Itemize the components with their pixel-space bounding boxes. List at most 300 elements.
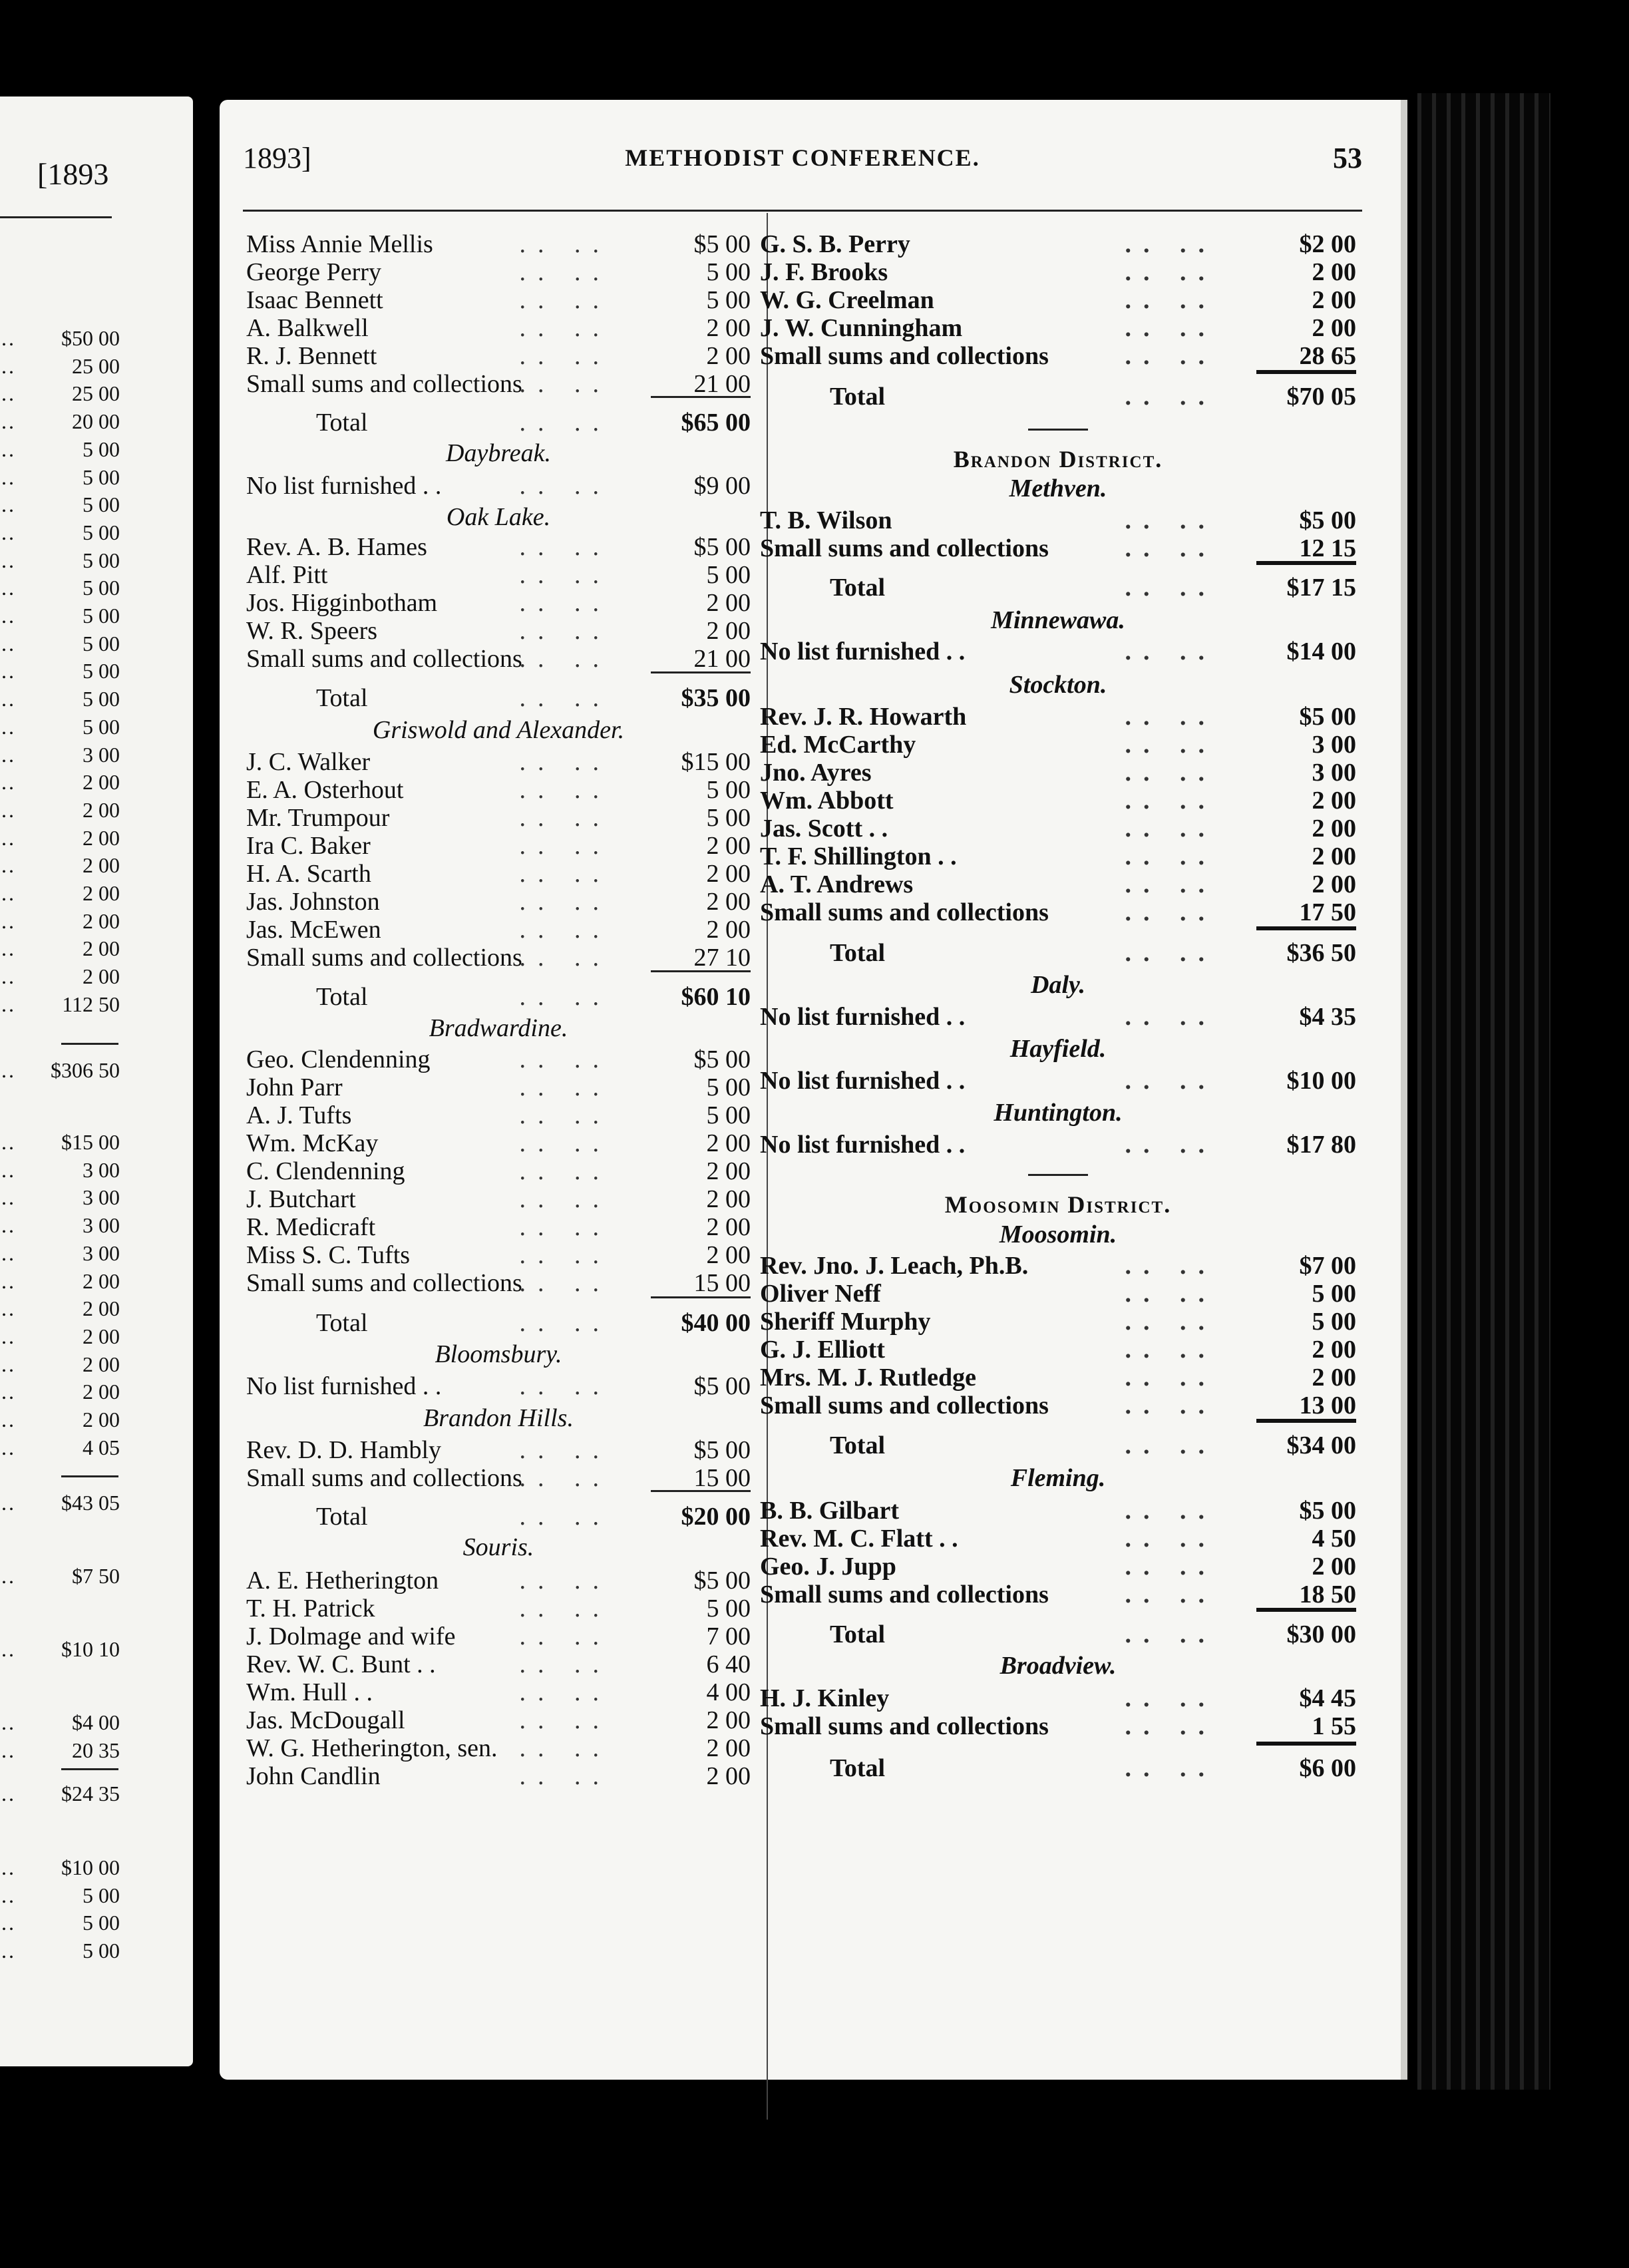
entry-row — [760, 637, 1356, 666]
donor-name: No list furnished . . — [760, 1067, 966, 1095]
entry-row — [246, 369, 751, 399]
amount: $306 50 — [51, 1058, 120, 1082]
facing-page-row — [0, 437, 120, 465]
amount: $7 00 — [1299, 1252, 1356, 1280]
amount: $15 00 — [61, 1130, 120, 1154]
leader-dots: .. — [1, 1352, 16, 1376]
entry-row — [760, 1251, 1356, 1280]
donor-name: Jas. Johnston — [246, 888, 380, 916]
amount: 25 00 — [72, 353, 120, 378]
amount: 2 00 — [706, 1185, 751, 1213]
entry-row — [760, 786, 1356, 815]
leader-dots: .. — [1, 1130, 16, 1154]
leader-dots: .. — [1, 520, 16, 544]
donor-name: Ira C. Baker — [246, 832, 371, 860]
leader-dots: .. .. — [1125, 1620, 1216, 1648]
amount: 2 00 — [83, 936, 120, 961]
entry-row — [246, 943, 751, 972]
amount: $40 00 — [681, 1309, 751, 1337]
leader-dots: .. — [1, 1380, 16, 1404]
section-heading: Daly. — [1031, 971, 1085, 999]
facing-page-row — [0, 632, 120, 660]
leader-dots: .. .. — [1125, 1067, 1216, 1095]
amount: 5 00 — [83, 520, 120, 544]
entry-row — [246, 1706, 751, 1735]
amount: 2 00 — [706, 1241, 751, 1269]
entry-row — [246, 471, 751, 500]
amount: $65 00 — [681, 409, 751, 437]
section-heading: Bradwardine. — [429, 1014, 568, 1042]
facing-page-row — [0, 1782, 120, 1809]
amount: 5 00 — [83, 548, 120, 572]
leader-dots: .. .. — [519, 748, 611, 776]
total-label: Total — [316, 1503, 368, 1531]
amount: 2 00 — [706, 1213, 751, 1241]
total-label: Total — [830, 1620, 886, 1648]
total-row — [246, 1502, 751, 1531]
amount: $70 05 — [1286, 383, 1356, 411]
sum-rule — [1256, 1419, 1356, 1423]
donor-name: John Parr — [246, 1073, 343, 1101]
entry-row — [246, 859, 751, 888]
district-heading: Moosomin District. — [944, 1191, 1172, 1218]
amount: 2 00 — [1312, 787, 1356, 815]
amount: 2 00 — [1312, 1364, 1356, 1392]
amount: 5 00 — [1312, 1280, 1356, 1308]
amount: 5 00 — [706, 1101, 751, 1129]
donor-name: Small sums and collections — [760, 898, 1049, 926]
leader-dots: .. .. — [519, 314, 611, 342]
donor-name: Small sums and collections — [246, 370, 522, 398]
leader-dots: .. — [1, 881, 16, 905]
entry-row — [246, 747, 751, 777]
entry-row — [246, 1566, 751, 1595]
leader-dots: .. .. — [519, 370, 611, 398]
donor-name: Rev. A. B. Hames — [246, 533, 427, 561]
leader-dots: .. .. — [1125, 230, 1216, 258]
amount: 4 05 — [83, 1435, 120, 1459]
amount: $34 00 — [1286, 1431, 1356, 1459]
entry-row — [246, 230, 751, 259]
leader-dots: .. .. — [519, 1734, 611, 1762]
amount: $5 00 — [693, 1372, 751, 1400]
leader-dots: .. — [1, 1564, 16, 1588]
amount: $4 45 — [1299, 1684, 1356, 1712]
leader-dots: .. — [1, 770, 16, 795]
amount: $7 50 — [72, 1564, 120, 1588]
leader-dots: .. — [1, 1408, 16, 1431]
entry-row — [760, 814, 1356, 843]
leader-dots: .. — [1, 1782, 16, 1805]
donor-name: No list furnished . . — [760, 1003, 966, 1031]
district-separator — [1028, 429, 1088, 431]
donor-name: Small sums and collections — [246, 944, 522, 972]
leader-dots: .. — [1, 381, 16, 406]
leader-dots: .. .. — [1125, 1131, 1216, 1159]
entry-row — [246, 1372, 751, 1401]
entry-row — [760, 1580, 1356, 1609]
donor-name: Ed. McCarthy — [760, 731, 916, 759]
leader-dots: .. .. — [519, 342, 611, 370]
sum-rule — [651, 671, 751, 673]
facing-page-row — [0, 381, 120, 409]
entry-row — [246, 532, 751, 562]
amount: 5 00 — [83, 659, 120, 683]
total-label: Total — [830, 574, 886, 602]
amount: 5 00 — [83, 1939, 120, 1963]
facing-page-row — [0, 520, 120, 548]
total-label: Total — [316, 409, 368, 437]
entry-row — [760, 534, 1356, 563]
facing-page-row — [0, 964, 120, 992]
leader-dots: .. — [1, 548, 16, 572]
leader-dots: .. — [1, 604, 16, 628]
donor-name: J. C. Walker — [246, 748, 371, 776]
leader-dots: .. .. — [519, 617, 611, 645]
donor-name: R. Medicraft — [246, 1213, 376, 1241]
leader-dots: .. .. — [1125, 1280, 1216, 1308]
leader-dots: .. — [1, 1637, 16, 1661]
amount: 21 00 — [693, 370, 751, 398]
amount: 15 00 — [693, 1269, 751, 1297]
total-row — [760, 382, 1356, 411]
donor-name: Jas. Scott . . — [760, 815, 888, 843]
section-heading: Hayfield. — [1009, 1035, 1107, 1063]
leader-dots: .. .. — [1125, 1525, 1216, 1553]
section-heading: Broadview. — [999, 1652, 1117, 1680]
leader-dots: .. .. — [519, 860, 611, 888]
leader-dots: .. .. — [1125, 1553, 1216, 1581]
facing-page-row — [0, 1710, 120, 1738]
page-title: METHODIST CONFERENCE. — [625, 144, 980, 171]
leader-dots: .. — [1, 853, 16, 878]
leader-dots: .. .. — [1125, 534, 1216, 562]
facing-page-row — [0, 1296, 120, 1324]
leader-dots: .. .. — [1125, 1684, 1216, 1712]
amount: 2 00 — [83, 908, 120, 933]
leader-dots: .. — [1, 1058, 16, 1082]
entry-row — [760, 730, 1356, 759]
leader-dots: .. — [1, 1855, 16, 1879]
section-heading: Minnewawa. — [991, 606, 1125, 634]
total-row — [760, 1754, 1356, 1783]
leader-dots: .. .. — [1125, 1431, 1216, 1459]
amount: 2 00 — [1312, 314, 1356, 342]
amount: 2 00 — [706, 1129, 751, 1157]
donor-name: Rev. J. R. Howarth — [760, 703, 967, 731]
facing-page-row — [0, 826, 120, 854]
leader-dots: .. .. — [1125, 383, 1216, 411]
total-row — [246, 1308, 751, 1338]
donor-name: Wm. McKay — [246, 1129, 379, 1157]
section-heading: Brandon Hills. — [423, 1404, 574, 1432]
leader-dots: .. .. — [1125, 314, 1216, 342]
entry-row — [246, 313, 751, 343]
leader-dots: .. — [1, 437, 16, 461]
amount: 3 00 — [1312, 759, 1356, 787]
donor-name: Small sums and collections — [760, 1581, 1049, 1608]
entry-row — [760, 506, 1356, 535]
donor-name: Small sums and collections — [760, 534, 1049, 562]
leader-dots: .. .. — [1125, 898, 1216, 926]
donor-name: G. S. B. Perry — [760, 230, 910, 258]
donor-name: T. H. Patrick — [246, 1595, 375, 1622]
leader-dots: .. .. — [1125, 506, 1216, 534]
sum-rule — [651, 396, 751, 398]
facing-page-row — [0, 1380, 120, 1408]
entry-row — [246, 831, 751, 860]
entry-row — [760, 1391, 1356, 1420]
amount: $4 00 — [72, 1710, 120, 1734]
leader-dots: .. .. — [519, 1372, 611, 1400]
entry-row — [246, 1435, 751, 1465]
amount: 2 00 — [706, 1734, 751, 1762]
leader-dots: .. .. — [519, 1464, 611, 1492]
leader-dots: .. — [1, 326, 16, 350]
leader-dots: .. .. — [1125, 1364, 1216, 1392]
leader-dots: .. .. — [519, 888, 611, 916]
entry-row — [760, 1524, 1356, 1553]
donor-name: Sheriff Murphy — [760, 1308, 931, 1336]
amount: $9 00 — [693, 472, 751, 500]
entry-row — [760, 1130, 1356, 1159]
donor-name: B. B. Gilbart — [760, 1497, 900, 1525]
facing-page-row — [0, 354, 120, 382]
amount: 5 00 — [83, 687, 120, 711]
amount: 3 00 — [83, 742, 120, 767]
donor-name: Wm. Hull . . — [246, 1678, 373, 1706]
entry-row — [760, 1552, 1356, 1581]
amount: 2 00 — [706, 888, 751, 916]
amount: $35 00 — [681, 684, 751, 712]
amount: 2 00 — [83, 825, 120, 850]
amount: 2 00 — [1312, 870, 1356, 898]
amount: 1 55 — [1312, 1712, 1356, 1740]
sum-rule — [1256, 561, 1356, 565]
entry-row — [760, 1066, 1356, 1095]
entry-row — [760, 1496, 1356, 1525]
entry-row — [246, 803, 751, 833]
facing-page-row — [0, 409, 120, 437]
amount: 2 00 — [706, 342, 751, 370]
leader-dots: .. .. — [519, 684, 611, 712]
donor-name: W. R. Speers — [246, 617, 378, 645]
amount: 2 00 — [706, 314, 751, 342]
amount: 4 50 — [1312, 1525, 1356, 1553]
entry-row — [760, 1363, 1356, 1392]
leader-dots: .. .. — [1125, 870, 1216, 898]
donor-name: C. Clendenning — [246, 1157, 405, 1185]
amount: 2 00 — [1312, 258, 1356, 286]
leader-dots: .. — [1, 1710, 16, 1734]
entry-row — [760, 258, 1356, 287]
amount: 5 00 — [706, 1073, 751, 1101]
section-heading: Daybreak. — [446, 439, 551, 467]
amount: 5 00 — [706, 804, 751, 832]
sum-rule — [1256, 1742, 1356, 1746]
leader-dots: .. — [1, 659, 16, 683]
entry-row — [246, 1045, 751, 1074]
amount: 15 00 — [693, 1464, 751, 1492]
total-row — [760, 573, 1356, 602]
total-row — [246, 408, 751, 437]
donor-name: T. B. Wilson — [760, 506, 892, 534]
amount: 18 50 — [1299, 1581, 1356, 1608]
leader-dots: .. .. — [519, 1503, 611, 1531]
amount: $5 00 — [1299, 506, 1356, 534]
donor-name: A. T. Andrews — [760, 870, 914, 898]
amount: 21 00 — [693, 645, 751, 673]
amount: 2 00 — [83, 1296, 120, 1321]
facing-page-row — [0, 576, 120, 604]
amount: $6 00 — [1299, 1754, 1356, 1782]
leader-dots: .. .. — [1125, 1003, 1216, 1031]
leader-dots: .. .. — [519, 472, 611, 500]
facing-page-row — [0, 1738, 120, 1766]
amount: $17 15 — [1286, 574, 1356, 602]
entry-row — [246, 915, 751, 944]
leader-dots: .. .. — [519, 1678, 611, 1706]
entry-row — [760, 702, 1356, 731]
facing-page-row — [0, 1241, 120, 1269]
entry-row — [246, 1594, 751, 1623]
amount: $36 50 — [1286, 939, 1356, 967]
leader-dots: .. — [1, 908, 16, 933]
leader-dots: .. .. — [519, 645, 611, 673]
entry-row — [246, 258, 751, 287]
leader-dots: .. — [1, 1939, 16, 1963]
amount: 2 00 — [706, 617, 751, 645]
facing-page-row — [0, 659, 120, 687]
donor-name: Rev. Jno. J. Leach, Ph.B. — [760, 1252, 1029, 1280]
amount: 5 00 — [706, 1595, 751, 1622]
amount: 2 00 — [1312, 843, 1356, 870]
amount: $4 35 — [1299, 1003, 1356, 1031]
amount: 5 00 — [83, 604, 120, 628]
header-rule — [243, 210, 1362, 212]
facing-page-row — [0, 992, 120, 1020]
donor-name: J. Butchart — [246, 1185, 356, 1213]
entry-row — [760, 313, 1356, 343]
entry-row — [246, 1240, 751, 1270]
amount: 2 00 — [706, 1157, 751, 1185]
facing-page-row — [0, 770, 120, 798]
leader-dots: .. — [1, 714, 16, 739]
amount: 4 00 — [706, 1678, 751, 1706]
facing-page-row — [0, 1491, 120, 1519]
section-heading: Fleming. — [1010, 1464, 1106, 1492]
total-label: Total — [830, 383, 886, 411]
amount: 3 00 — [83, 1185, 120, 1210]
leader-dots: .. — [1, 1435, 16, 1459]
section-heading: Moosomin. — [999, 1221, 1117, 1248]
amount: 2 00 — [706, 860, 751, 888]
amount: 20 00 — [72, 409, 120, 434]
leader-dots: .. .. — [519, 561, 611, 589]
donor-name: Oliver Neff — [760, 1280, 881, 1308]
leader-dots: .. .. — [519, 1309, 611, 1337]
facing-page-row — [0, 1058, 120, 1086]
leader-dots: .. .. — [519, 983, 611, 1011]
donor-name: Miss Annie Mellis — [246, 230, 433, 258]
entry-row — [760, 1002, 1356, 1032]
leader-dots: .. .. — [1125, 1581, 1216, 1608]
facing-page-row — [0, 798, 120, 826]
binding-edge — [1417, 93, 1550, 2090]
entry-row — [760, 898, 1356, 927]
entry-row — [760, 758, 1356, 787]
facing-page-rule — [0, 216, 112, 218]
amount: 2 00 — [1312, 815, 1356, 843]
donor-name: Jos. Higginbotham — [246, 589, 438, 617]
amount: 5 00 — [83, 1883, 120, 1907]
leader-dots: .. .. — [1125, 939, 1216, 967]
amount: 2 00 — [83, 1408, 120, 1431]
leader-dots: .. .. — [1125, 759, 1216, 787]
facing-page-row — [0, 1130, 120, 1158]
leader-dots: .. .. — [519, 1436, 611, 1464]
facing-page-row — [0, 326, 120, 354]
facing-page-row — [0, 1324, 120, 1352]
sum-rule — [61, 1475, 118, 1477]
amount: $17 80 — [1286, 1131, 1356, 1159]
donor-name: Jas. McEwen — [246, 916, 381, 944]
facing-page-row — [0, 1855, 120, 1883]
amount: $10 10 — [61, 1637, 120, 1661]
amount: 112 50 — [62, 992, 120, 1016]
total-row — [246, 982, 751, 1012]
donor-name: Mrs. M. J. Rutledge — [760, 1364, 977, 1392]
facing-page-row — [0, 881, 120, 909]
facing-page-row — [0, 909, 120, 937]
facing-page-row — [0, 492, 120, 520]
donor-name: Mr. Trumpour — [246, 804, 390, 832]
donor-name: No list furnished . . — [246, 472, 442, 500]
leader-dots: .. .. — [519, 1706, 611, 1734]
leader-dots: .. .. — [1125, 1712, 1216, 1740]
total-row — [760, 1431, 1356, 1460]
leader-dots: .. .. — [1125, 815, 1216, 843]
leader-dots: .. .. — [519, 804, 611, 832]
total-label: Total — [830, 1431, 886, 1459]
amount: 12 15 — [1299, 534, 1356, 562]
facing-page-row — [0, 1352, 120, 1380]
amount: 27 10 — [693, 944, 751, 972]
leader-dots: .. .. — [1125, 1308, 1216, 1336]
donor-name: No list furnished . . — [760, 1131, 966, 1159]
total-label: Total — [830, 939, 886, 967]
leader-dots: .. — [1, 1324, 16, 1348]
amount: 2 00 — [83, 881, 120, 905]
section-heading: Souris. — [462, 1533, 534, 1561]
amount: 2 00 — [83, 1268, 120, 1293]
leader-dots: .. .. — [1125, 342, 1216, 370]
leader-dots: .. .. — [519, 832, 611, 860]
section-heading: Huntington. — [994, 1099, 1123, 1127]
leader-dots: .. .. — [1125, 1336, 1216, 1364]
leader-dots: .. — [1, 465, 16, 489]
entry-row — [246, 341, 751, 371]
entry-row — [760, 1712, 1356, 1741]
donor-name: Jas. McDougall — [246, 1706, 405, 1734]
leader-dots: .. .. — [519, 1157, 611, 1185]
donor-name: Small sums and collections — [760, 1712, 1049, 1740]
donor-name: A. Balkwell — [246, 314, 369, 342]
entry-row — [246, 1129, 751, 1158]
section-heading: Bloomsbury. — [435, 1340, 562, 1368]
leader-dots: .. .. — [519, 1595, 611, 1622]
entry-row — [760, 285, 1356, 315]
